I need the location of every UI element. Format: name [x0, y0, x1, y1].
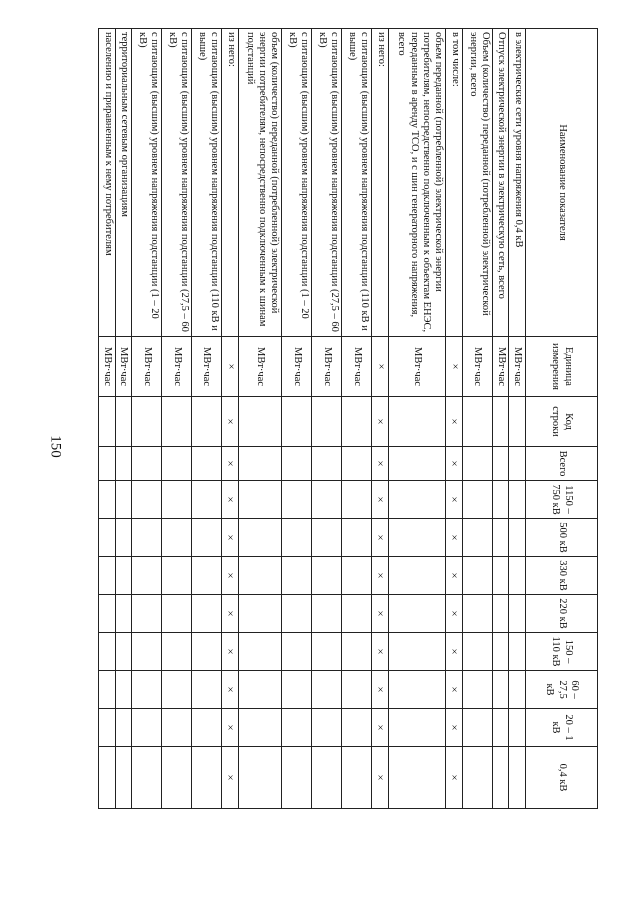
value-cell: × [445, 747, 462, 809]
value-cell [239, 709, 282, 747]
value-cell [492, 633, 509, 671]
value-cell [192, 747, 222, 809]
value-cell: × [445, 633, 462, 671]
table-row [509, 29, 526, 809]
value-cell [162, 747, 192, 809]
value-cell: × [221, 519, 238, 557]
header-cell: 220 кВ [526, 595, 598, 633]
value-cell [462, 671, 492, 709]
value-cell [192, 709, 222, 747]
value-cell [509, 519, 526, 557]
header-row [526, 29, 598, 809]
value-cell [492, 709, 509, 747]
unit-cell: МВт·час [462, 337, 492, 397]
value-cell [462, 595, 492, 633]
value-cell [282, 671, 312, 709]
value-cell [509, 481, 526, 519]
value-cell [389, 519, 445, 557]
indicator-name-cell: объем (количество) переданной (потребленной) электрической энергии потребителям, непосредственно подключенным к шинам подстанций [239, 29, 282, 337]
value-cell: × [221, 709, 238, 747]
value-cell [312, 709, 342, 747]
value-cell [462, 747, 492, 809]
value-cell [509, 633, 526, 671]
value-cell [115, 709, 132, 747]
value-cell [115, 447, 132, 481]
value-cell [115, 633, 132, 671]
value-cell [162, 481, 192, 519]
value-cell [115, 519, 132, 557]
unit-cell: МВт·час [509, 337, 526, 397]
value-cell [509, 595, 526, 633]
header-cell: 20 – 1 кВ [526, 709, 598, 747]
indicator-name-cell: с питающим (высшим) уровнем напряжения подстанции (110 кВ и выше) [342, 29, 372, 337]
value-cell: × [371, 595, 388, 633]
value-cell [509, 447, 526, 481]
value-cell [115, 671, 132, 709]
value-cell [162, 709, 192, 747]
indicator-name-cell: с питающим (высшим) уровнем напряжения подстанции (27,5 – 60 кВ) [312, 29, 342, 337]
table-row [342, 29, 372, 809]
value-cell [492, 747, 509, 809]
value-cell: × [445, 519, 462, 557]
value-cell [509, 747, 526, 809]
table-row [492, 29, 509, 809]
value-cell [239, 595, 282, 633]
value-cell [282, 397, 312, 447]
energy-report-table [98, 28, 598, 809]
value-cell [509, 397, 526, 447]
value-cell [99, 709, 116, 747]
table-row [99, 29, 116, 809]
value-cell [389, 671, 445, 709]
value-cell: × [371, 747, 388, 809]
value-cell [99, 481, 116, 519]
unit-cell: МВт·час [282, 337, 312, 397]
value-cell [192, 481, 222, 519]
value-cell [492, 519, 509, 557]
value-cell [99, 447, 116, 481]
table-body [99, 29, 526, 809]
value-cell [132, 633, 162, 671]
indicator-name-cell: объем переданной (потребленной) электрической энергии потребителям, непосредственно подключенным к объектам ЕНЭС, переданным в аренду ТСО, и с шин генераторного напряжения, всего [389, 29, 445, 337]
table-row [132, 29, 162, 809]
value-cell [115, 397, 132, 447]
value-cell: × [371, 633, 388, 671]
value-cell [312, 747, 342, 809]
table-row [162, 29, 192, 809]
indicator-name-cell: с питающим (высшим) уровнем напряжения подстанции (1 – 20 кВ) [132, 29, 162, 337]
value-cell [162, 519, 192, 557]
value-cell [115, 557, 132, 595]
table-row [445, 29, 462, 809]
table-row [462, 29, 492, 809]
value-cell [462, 519, 492, 557]
value-cell [492, 397, 509, 447]
value-cell [132, 519, 162, 557]
value-cell [115, 595, 132, 633]
value-cell [162, 633, 192, 671]
value-cell [342, 481, 372, 519]
value-cell [192, 519, 222, 557]
value-cell: × [221, 397, 238, 447]
value-cell [239, 633, 282, 671]
value-cell [192, 633, 222, 671]
value-cell [312, 481, 342, 519]
value-cell: × [445, 397, 462, 447]
value-cell [192, 447, 222, 481]
indicator-name-cell: из него: [221, 29, 238, 337]
value-cell [99, 671, 116, 709]
table-row [371, 29, 388, 809]
value-cell: × [445, 709, 462, 747]
value-cell [99, 595, 116, 633]
value-cell [389, 447, 445, 481]
value-cell [132, 595, 162, 633]
value-cell [312, 397, 342, 447]
value-cell: × [371, 519, 388, 557]
value-cell [162, 397, 192, 447]
indicator-name-cell: с питающим (высшим) уровнем напряжения подстанции (1 – 20 кВ) [282, 29, 312, 337]
value-cell [99, 747, 116, 809]
value-cell: × [371, 557, 388, 595]
value-cell [282, 633, 312, 671]
value-cell [239, 447, 282, 481]
value-cell: × [371, 709, 388, 747]
value-cell [509, 709, 526, 747]
header-cell: Единица измерения [526, 337, 598, 397]
value-cell [282, 447, 312, 481]
value-cell [162, 595, 192, 633]
value-cell [492, 557, 509, 595]
value-cell: × [371, 447, 388, 481]
value-cell [99, 519, 116, 557]
value-cell [282, 595, 312, 633]
value-cell [132, 747, 162, 809]
value-cell [282, 747, 312, 809]
value-cell [99, 633, 116, 671]
value-cell [239, 397, 282, 447]
value-cell [132, 671, 162, 709]
value-cell: × [221, 481, 238, 519]
value-cell: × [445, 447, 462, 481]
header-cell: 0,4 кВ [526, 747, 598, 809]
value-cell [342, 447, 372, 481]
value-cell: × [221, 747, 238, 809]
value-cell: × [445, 557, 462, 595]
unit-cell: МВт·час [132, 337, 162, 397]
table-row [239, 29, 282, 809]
value-cell [492, 595, 509, 633]
value-cell [342, 633, 372, 671]
value-cell [312, 557, 342, 595]
value-cell [389, 397, 445, 447]
value-cell [342, 747, 372, 809]
value-cell [509, 671, 526, 709]
value-cell [462, 397, 492, 447]
value-cell: × [221, 557, 238, 595]
value-cell [462, 447, 492, 481]
value-cell [492, 481, 509, 519]
value-cell [239, 481, 282, 519]
value-cell [282, 557, 312, 595]
value-cell [462, 557, 492, 595]
value-cell [312, 671, 342, 709]
table-row [282, 29, 312, 809]
value-cell [509, 557, 526, 595]
report-table-sheet [98, 28, 598, 808]
header-cell: 330 кВ [526, 557, 598, 595]
value-cell [312, 633, 342, 671]
value-cell [162, 671, 192, 709]
value-cell [492, 671, 509, 709]
value-cell: × [445, 671, 462, 709]
value-cell [115, 481, 132, 519]
value-cell [342, 557, 372, 595]
indicator-name-cell: в электрические сети уровня напряжения 0,4 кВ [509, 29, 526, 337]
indicator-name-cell: из него: [371, 29, 388, 337]
unit-cell: × [371, 337, 388, 397]
header-cell: 500 кВ [526, 519, 598, 557]
unit-cell: МВт·час [239, 337, 282, 397]
indicator-name-cell: территориальным сетевым организациям [115, 29, 132, 337]
value-cell [239, 671, 282, 709]
header-cell: 150 – 110 кВ [526, 633, 598, 671]
value-cell: × [221, 595, 238, 633]
indicator-name-cell: с питающим (высшим) уровнем напряжения подстанции (110 кВ и выше) [192, 29, 222, 337]
header-cell: 60 – 27,5 кВ [526, 671, 598, 709]
value-cell: × [371, 671, 388, 709]
value-cell: × [221, 633, 238, 671]
unit-cell: МВт·час [162, 337, 192, 397]
value-cell [132, 709, 162, 747]
value-cell [462, 481, 492, 519]
value-cell [389, 747, 445, 809]
value-cell [192, 595, 222, 633]
value-cell [389, 595, 445, 633]
value-cell [282, 481, 312, 519]
unit-cell: МВт·час [342, 337, 372, 397]
unit-cell: × [445, 337, 462, 397]
header-cell: 1150 – 750 кВ [526, 481, 598, 519]
table-row [389, 29, 445, 809]
value-cell [342, 671, 372, 709]
value-cell [389, 557, 445, 595]
indicator-name-cell: с питающим (высшим) уровнем напряжения подстанции (27,5 – 60 кВ) [162, 29, 192, 337]
value-cell [132, 557, 162, 595]
value-cell: × [371, 481, 388, 519]
page-number: 150 [47, 435, 64, 458]
indicator-name-cell: населению и приравненным к нему потребителям [99, 29, 116, 337]
value-cell [192, 397, 222, 447]
value-cell [132, 397, 162, 447]
value-cell [115, 747, 132, 809]
unit-cell: МВт·час [389, 337, 445, 397]
table-row [221, 29, 238, 809]
value-cell [282, 519, 312, 557]
unit-cell: МВт·час [312, 337, 342, 397]
value-cell [312, 595, 342, 633]
value-cell: × [371, 397, 388, 447]
value-cell: × [221, 447, 238, 481]
value-cell [342, 397, 372, 447]
value-cell [342, 519, 372, 557]
value-cell [312, 447, 342, 481]
value-cell [389, 633, 445, 671]
value-cell [239, 519, 282, 557]
value-cell [99, 557, 116, 595]
unit-cell: МВт·час [492, 337, 509, 397]
table-row [192, 29, 222, 809]
header-cell: Всего [526, 447, 598, 481]
value-cell [342, 709, 372, 747]
value-cell [192, 557, 222, 595]
value-cell [162, 557, 192, 595]
unit-cell: × [221, 337, 238, 397]
value-cell [239, 747, 282, 809]
table-row [115, 29, 132, 809]
value-cell [132, 481, 162, 519]
value-cell: × [445, 595, 462, 633]
indicator-name-cell: в том числе: [445, 29, 462, 337]
value-cell [132, 447, 162, 481]
table-row [312, 29, 342, 809]
header-cell: Наименование показателя [526, 29, 598, 337]
value-cell [492, 447, 509, 481]
value-cell [462, 633, 492, 671]
value-cell: × [221, 671, 238, 709]
value-cell [282, 709, 312, 747]
indicator-name-cell: Объем (количество) переданной (потребленной) электрической энергии, всего [462, 29, 492, 337]
unit-cell: МВт·час [192, 337, 222, 397]
value-cell [192, 671, 222, 709]
value-cell [312, 519, 342, 557]
value-cell [389, 709, 445, 747]
value-cell [99, 397, 116, 447]
value-cell [239, 557, 282, 595]
unit-cell: МВт·час [99, 337, 116, 397]
value-cell [162, 447, 192, 481]
value-cell: × [445, 481, 462, 519]
indicator-name-cell: Отпуск электрической энергии в электрическую сеть, всего [492, 29, 509, 337]
unit-cell: МВт·час [115, 337, 132, 397]
header-cell: Код строки [526, 397, 598, 447]
value-cell [342, 595, 372, 633]
value-cell [462, 709, 492, 747]
value-cell [389, 481, 445, 519]
